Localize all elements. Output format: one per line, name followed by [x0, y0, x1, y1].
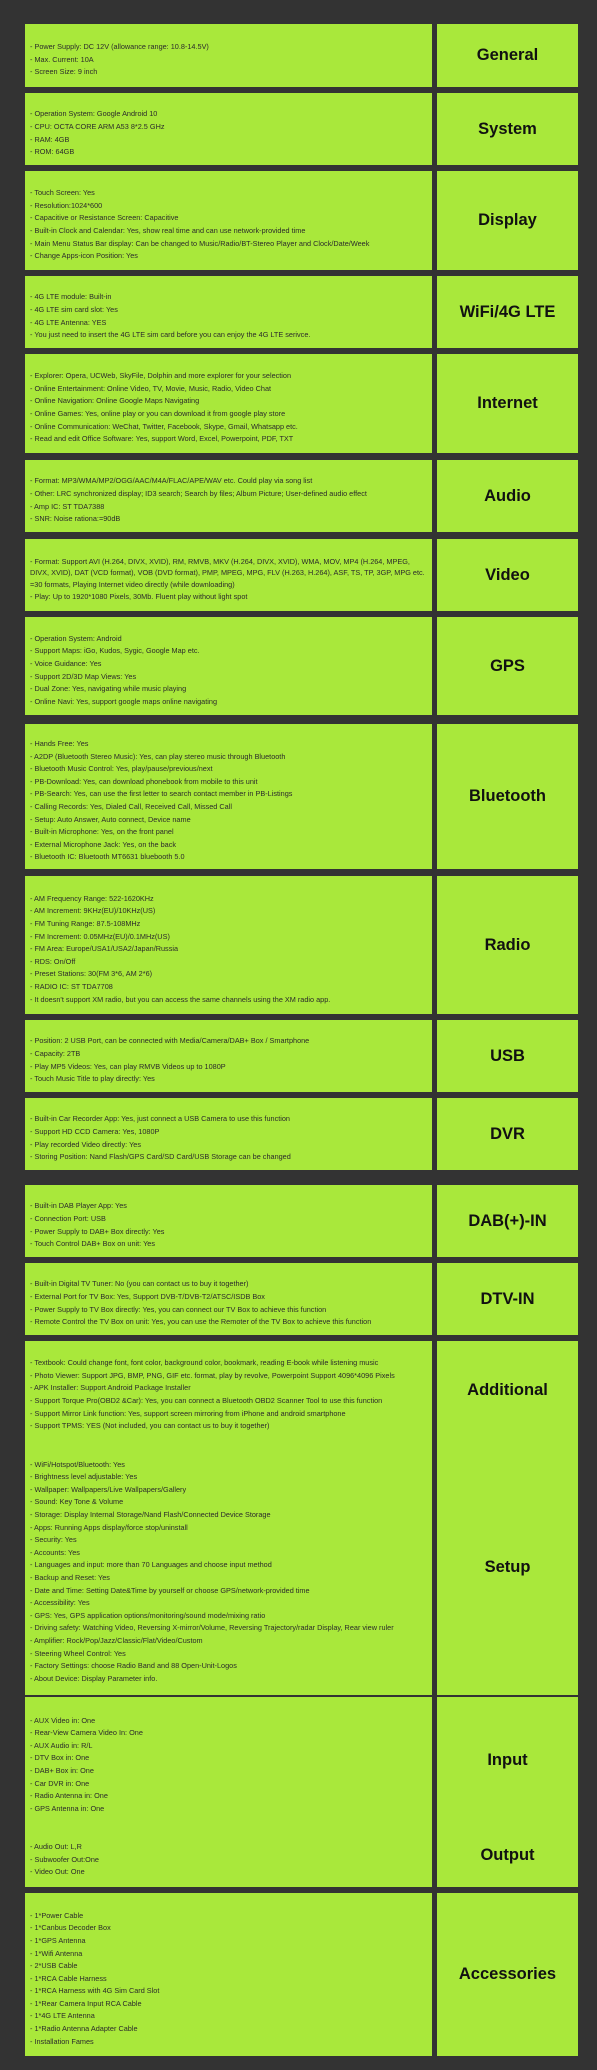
spec-details-cell	[25, 93, 432, 165]
spec-row-general	[0, 24, 597, 87]
spec-line: - Security: Yes	[30, 1535, 77, 1545]
spec-line: - Brightness level adjustable: Yes	[30, 1472, 138, 1482]
spec-line: - 1*Radio Antenna Adapter Cable	[30, 2024, 138, 2034]
spec-category-cell	[437, 460, 578, 532]
category-label: Radio	[484, 935, 531, 954]
spec-line: - PB-Search: Yes, can use the first letter to search contact member in PB-Listings	[30, 789, 293, 799]
spec-line: - Built-in DAB Player App: Yes	[30, 1201, 127, 1211]
spec-row-usb	[0, 1020, 597, 1092]
spec-line: - Main Menu Status Bar display: Can be changed to Music/Radio/BT-Stereo Player and Clock/Date/Week	[30, 238, 370, 248]
spec-category-cell	[437, 24, 578, 87]
spec-category-cell	[437, 276, 578, 348]
spec-line: - Car DVR in: One	[30, 1778, 90, 1788]
spec-details-cell	[25, 1440, 432, 1695]
spec-lines	[30, 187, 428, 263]
spec-line: - 2*USB Cable	[30, 1961, 78, 1971]
spec-line: - Accounts: Yes	[30, 1547, 80, 1557]
spec-line: - Driving safety: Watching Video, Reversing X-mirror/Volume, Reversing Trajectory/radar Display, Rear view ruler	[30, 1623, 394, 1633]
spec-line: - 4G LTE Antenna: YES	[30, 317, 107, 327]
spec-lines	[30, 475, 428, 525]
spec-line: - Storing Position: Nand Flash/GPS Card/SD Card/USB Storage can be changed	[30, 1152, 291, 1162]
spec-line: - Radio Antenna in: One	[30, 1791, 108, 1801]
spec-line: - Play recorded Video directly: Yes	[30, 1139, 142, 1149]
spec-line: - AM Frequency Range: 522-1620KHz	[30, 893, 154, 903]
spec-line: - Sound: Key Tone & Volume	[30, 1497, 124, 1507]
spec-line: - Wallpaper: Wallpapers/Live Wallpapers/Gallery	[30, 1484, 187, 1494]
spec-line: - 1*Wifi Antenna	[30, 1948, 83, 1958]
spec-category-cell	[437, 1263, 578, 1335]
spec-line: - Online Communication: WeChat, Twitter, Facebook, Skype, Gmail, Whatsapp etc.	[30, 421, 298, 431]
spec-line: - Subwoofer Out:One	[30, 1854, 99, 1864]
spec-lines	[30, 370, 428, 446]
category-label: General	[476, 46, 539, 64]
spec-line: - Bluetooth IC: Bluetooth MT6631 bluebooth 5.0	[30, 852, 185, 862]
spec-line: - Power Supply: DC 12V (allowance range: 10.8-14.5V)	[30, 42, 209, 52]
spec-lines	[30, 1278, 428, 1328]
spec-line: - Power Supply to TV Box directly: Yes, you can connect our TV Box to achieve this function	[30, 1304, 327, 1314]
spec-line: - Format: MP3/WMA/MP2/OGG/AAC/M4A/FLAC/APE/WAV etc. Could play via song list	[30, 476, 313, 486]
spec-lines	[30, 1715, 428, 1816]
spec-line: - Textbook: Could change font, font color, background color, bookmark, reading E-book while listening music	[30, 1358, 379, 1368]
spec-line: - Online Entertainment: Online Video, TV, Movie, Music, Radio, Video Chat	[30, 383, 272, 393]
spec-details-cell	[25, 724, 432, 869]
spec-line: - DAB+ Box in: One	[30, 1766, 94, 1775]
spec-lines	[30, 1459, 428, 1686]
spec-details-cell	[25, 617, 432, 715]
spec-details-cell	[25, 1098, 432, 1170]
category-label: Accessories	[458, 1965, 557, 1983]
spec-row-audio	[0, 460, 597, 532]
category-label: Output	[480, 1846, 535, 1864]
spec-line: - Amp IC: ST TDA7388	[30, 501, 105, 511]
spec-row-output	[0, 1824, 597, 1887]
spec-row-additional	[0, 1341, 597, 1440]
spec-details-cell	[25, 876, 432, 1014]
spec-line: - Factory Settings: choose Radio Band and 88 Open-Unit-Logos	[30, 1661, 237, 1671]
category-label: Input	[487, 1751, 528, 1769]
spec-line: - A2DP (Bluetooth Stereo Music): Yes, can play stereo music through Bluetooth	[30, 751, 286, 761]
spec-line: - Dual Zone: Yes, navigating while music playing	[30, 684, 187, 694]
spec-line: - Storage: Display Internal Storage/Nand Flash/Connected Device Storage	[30, 1510, 271, 1520]
spec-line: - Operation System: Android	[30, 633, 122, 643]
spec-line: - Change Apps-icon Position: Yes	[30, 251, 138, 261]
spec-details-cell	[25, 1893, 432, 2056]
category-label: WiFi/4G LTE	[459, 302, 556, 321]
spec-line: - Bluetooth Music Control: Yes, play/pause/previous/next	[30, 764, 213, 774]
spec-details-cell	[25, 24, 432, 87]
category-label: DAB(+)-IN	[468, 1211, 547, 1230]
category-label: Bluetooth	[469, 787, 546, 805]
spec-line: - Video Out: One	[30, 1867, 85, 1877]
spec-line: - Resolution:1024*600	[30, 200, 103, 210]
spec-details-cell	[25, 1020, 432, 1092]
category-label: USB	[490, 1046, 525, 1065]
spec-row-bluetooth	[0, 724, 597, 869]
spec-details-cell	[25, 1824, 432, 1887]
spec-line: - Explorer: Opera, UCWeb, SkyFile, Dolphin and more explorer for your selection	[30, 371, 292, 381]
spec-details-cell	[25, 1263, 432, 1335]
spec-lines	[30, 1910, 428, 2049]
spec-line: - 4G LTE sim card slot: Yes	[30, 304, 118, 314]
spec-line: - Online Games: Yes, online play or you can download it from google play store	[30, 409, 286, 418]
category-label: Setup	[484, 1558, 531, 1576]
spec-line: - AUX Audio in: R/L	[30, 1740, 93, 1750]
spec-row-gps	[0, 617, 597, 715]
spec-category-cell	[437, 171, 578, 270]
spec-line: - Online Navi: Yes, support google maps online navigating	[30, 696, 218, 706]
spec-row-display	[0, 171, 597, 270]
spec-line: - Support Torque Pro(OBD2 &Car): Yes, you can connect a Bluetooth OBD2 Scanner Tool to use this function	[30, 1396, 383, 1405]
spec-details-cell	[25, 1341, 432, 1440]
spec-line: - GPS: Yes, GPS application options/monitoring/sound mode/mixing ratio	[30, 1610, 266, 1620]
spec-line: - Play MP5 Videos: Yes, can play RMVB Videos up to 1080P	[30, 1061, 226, 1071]
spec-category-cell	[437, 1185, 578, 1257]
spec-row-internet	[0, 354, 597, 453]
spec-details-cell	[25, 354, 432, 453]
spec-lines	[30, 633, 428, 709]
spec-line: - FM Tuning Range: 87.5-108MHz	[30, 919, 141, 929]
spec-lines	[30, 291, 428, 341]
spec-row-accessories	[0, 1893, 597, 2056]
spec-row-radio	[0, 876, 597, 1014]
spec-line: - Hands Free: Yes	[30, 739, 89, 749]
spec-line: - Date and Time: Setting Date&Time by yourself or choose GPS/network-provided time	[30, 1585, 310, 1595]
spec-line: - 1*Canbus Decoder Box	[30, 1923, 111, 1933]
spec-lines	[30, 893, 428, 1006]
spec-line: - 1*Power Cable	[30, 1910, 84, 1920]
spec-line: - DTV Box in: One	[30, 1753, 90, 1763]
spec-line: - Capacitive or Resistance Screen: Capacitive	[30, 213, 179, 223]
category-label: DTV-IN	[480, 1289, 535, 1308]
spec-line: - FM Area: Europe/USA1/USA2/Japan/Russia	[30, 944, 179, 954]
spec-line: - Support 2D/3D Map Views: Yes	[30, 671, 137, 681]
category-label: System	[478, 119, 537, 138]
spec-line: - Read and edit Office Software: Yes, support Word, Excel, Powerpoint, PDF, TXT	[30, 434, 294, 444]
spec-lines	[30, 556, 428, 604]
spec-line: - 1*4G LTE Antenna	[30, 2011, 95, 2021]
spec-details-cell	[25, 276, 432, 348]
spec-line: - Touch Control DAB+ Box on unit: Yes	[30, 1239, 156, 1249]
spec-row-dtv-in	[0, 1263, 597, 1335]
spec-line: - Photo Viewer: Support JPG, BMP, PNG, GIF etc. format, play by revolve, Powerpoint Support 4096*4096 Pixels	[30, 1370, 395, 1380]
spec-line: - 1*RCA Cable Harness	[30, 1973, 107, 1983]
spec-line: - Capacity: 2TB	[30, 1048, 81, 1058]
spec-line: - ROM: 64GB	[30, 147, 75, 157]
spec-lines	[30, 41, 428, 79]
category-label: Internet	[477, 394, 538, 412]
spec-line: - Screen Size: 9 inch	[30, 67, 98, 77]
spec-line: - Steering Wheel Control: Yes	[30, 1648, 126, 1658]
spec-line: - Built-in Microphone: Yes, on the front panel	[30, 827, 174, 837]
spec-line: - About Device: Display Parameter info.	[30, 1673, 158, 1683]
spec-category-cell	[437, 1098, 578, 1170]
spec-line: - 4G LTE module: Built-in	[30, 292, 112, 302]
spec-details-cell	[25, 1697, 432, 1824]
spec-row-input	[0, 1697, 597, 1824]
spec-line: - Remote Control the TV Box on unit: Yes, you can use the Remoter of the TV Box to achieve this function	[30, 1317, 372, 1327]
spec-line: - GPS Antenna in: One	[30, 1803, 105, 1813]
category-label: Video	[485, 565, 530, 584]
spec-category-cell	[437, 724, 578, 869]
spec-line: - Touch Music Title to play directly: Yes	[30, 1074, 155, 1084]
spec-lines	[30, 1035, 428, 1085]
spec-details-cell	[25, 1185, 432, 1257]
spec-line: - Audio Out: L,R	[30, 1842, 82, 1852]
spec-line: - RAM: 4GB	[30, 134, 70, 144]
spec-category-cell	[437, 1697, 578, 1824]
category-label: GPS	[490, 656, 525, 675]
spec-line: - FM Increment: 0.05MHz(EU)/0.1MHz(US)	[30, 931, 170, 941]
spec-line: - External Microphone Jack: Yes, on the back	[30, 839, 177, 849]
spec-lines	[30, 1357, 428, 1433]
spec-line: - APK Installer: Support Android Package Installer	[30, 1383, 191, 1393]
spec-line: - Voice Guidance: Yes	[30, 658, 102, 668]
spec-line: - Other: LRC synchronized display; ID3 search; Search by files; Album Picture; User-defined audio effect	[30, 488, 367, 498]
spec-row-dab-in	[0, 1185, 597, 1257]
category-label: Additional	[467, 1381, 548, 1399]
spec-category-cell	[437, 93, 578, 165]
spec-line: - Power Supply to DAB+ Box directly: Yes	[30, 1226, 165, 1236]
spec-line: - Format: Support AVI (H.264, DIVX, XVID), RM, RMVB, MKV (H.264, DIVX, XVID), WMA, MOV, MP4 (H.264, MPEG, DIVX, XVID), DAT (VCD format), VOB (DVD format), PMP, MPEG, MPG, FLV (H.263, H.264), ASF, TS, TP, 3GP, MPG etc. =30 formats, Playing Internet video directly (while downloading)	[30, 556, 425, 590]
spec-line: - RADIO IC: ST TDA7708	[30, 981, 113, 991]
spec-line: - Built-in Digital TV Tuner: No (you can contact us to buy it together)	[30, 1279, 249, 1289]
spec-line: - Installation Fames	[30, 2036, 94, 2046]
spec-line: - Built-in Clock and Calendar: Yes, show real time and can use network-provided time	[30, 226, 306, 235]
spec-category-cell	[437, 1020, 578, 1092]
spec-category-cell	[437, 876, 578, 1014]
spec-lines	[30, 108, 428, 158]
spec-line: - 1*RCA Harness with 4G Sim Card Slot	[30, 1986, 160, 1996]
spec-line: - Apps: Running Apps display/force stop/uninstall	[30, 1522, 188, 1532]
spec-row-setup	[0, 1440, 597, 1695]
spec-line: - 1*Rear Camera Input RCA Cable	[30, 1998, 142, 2008]
spec-line: - Connection Port: USB	[30, 1213, 106, 1223]
spec-line: - CPU: OCTA CORE ARM A53 8*2.5 GHz	[30, 121, 165, 131]
spec-lines	[30, 738, 428, 864]
spec-line: - RDS: On/Off	[30, 956, 76, 966]
spec-row-system	[0, 93, 597, 165]
spec-line: - Built-in Car Recorder App: Yes, just connect a USB Camera to use this function	[30, 1114, 290, 1124]
spec-category-cell	[437, 1440, 578, 1695]
spec-line: - Position: 2 USB Port, can be connected with Media/Camera/DAB+ Box / Smartphone	[30, 1036, 310, 1046]
spec-line: - Amplifier: Rock/Pop/Jazz/Classic/Flat/Video/Custom	[30, 1635, 203, 1645]
spec-lines	[30, 1200, 428, 1250]
spec-line: - Backup and Reset: Yes	[30, 1573, 110, 1582]
spec-category-cell	[437, 539, 578, 611]
spec-line: - Support Mirror Link function: Yes, support screen mirroring from iPhone and android smartphone	[30, 1408, 346, 1418]
spec-row-dvr	[0, 1098, 597, 1170]
spec-category-cell	[437, 1893, 578, 2056]
spec-line: - Play: Up to 1920*1080 Pixels, 30Mb. Fluent play without light spot	[30, 591, 248, 601]
spec-line: - Preset Stations: 30(FM 3*6, AM 2*6)	[30, 969, 153, 979]
category-label: DVR	[490, 1124, 525, 1143]
spec-line: - PB-Download: Yes, can download phonebook from mobile to this unit	[30, 776, 258, 786]
spec-line: - WiFi/Hotspot/Bluetooth: Yes	[30, 1459, 125, 1469]
spec-line: - You just need to insert the 4G LTE sim card before you can enjoy the 4G LTE serivce.	[30, 330, 311, 340]
spec-line: - Support Maps: iGo, Kudos, Sygic, Google Map etc.	[30, 646, 200, 656]
category-label: Display	[478, 211, 537, 229]
spec-line: - Operation System: Google Android 10	[30, 109, 158, 119]
spec-details-cell	[25, 460, 432, 532]
spec-line: - It doesn't support XM radio, but you can access the same channels using the XM radio app.	[30, 994, 331, 1004]
spec-line: - Accessibility: Yes	[30, 1598, 90, 1608]
spec-category-cell	[437, 354, 578, 453]
category-label: Audio	[484, 486, 531, 505]
spec-category-cell	[437, 1341, 578, 1440]
spec-line: - Calling Records: Yes, Dialed Call, Received Call, Missed Call	[30, 802, 232, 811]
spec-row-video	[0, 539, 597, 611]
spec-line: - SNR: Noise rationa:=90dB	[30, 514, 121, 524]
spec-lines	[30, 1113, 428, 1163]
spec-line: - Setup: Auto Answer, Auto connect, Device name	[30, 814, 191, 824]
spec-line: - Max. Current: 10A	[30, 54, 94, 64]
spec-line: - Online Navigation: Online Google Maps Navigating	[30, 396, 200, 406]
spec-line: - 1*GPS Antenna	[30, 1935, 86, 1945]
spec-category-cell	[437, 1824, 578, 1887]
spec-line: - AM Increment: 9KHz(EU)/10KHz(US)	[30, 906, 156, 916]
spec-line: - Support HD CCD Camera: Yes, 1080P	[30, 1126, 160, 1136]
spec-line: - Rear-View Camera Video In: One	[30, 1728, 143, 1738]
spec-line: - Touch Screen: Yes	[30, 188, 95, 198]
spec-line: - Languages and input: more than 70 Languages and choose input method	[30, 1560, 272, 1570]
spec-line: - External Port for TV Box: Yes, Support DVB-T/DVB-T2/ATSC/ISDB Box	[30, 1291, 265, 1301]
spec-line: - AUX Video in: One	[30, 1715, 96, 1725]
spec-lines	[30, 1841, 428, 1879]
spec-details-cell	[25, 171, 432, 270]
spec-row-wifi-4g-lte	[0, 276, 597, 348]
spec-category-cell	[437, 617, 578, 715]
spec-line: - Support TPMS: YES (Not included, you can contact us to buy it together)	[30, 1421, 270, 1431]
spec-details-cell	[25, 539, 432, 611]
